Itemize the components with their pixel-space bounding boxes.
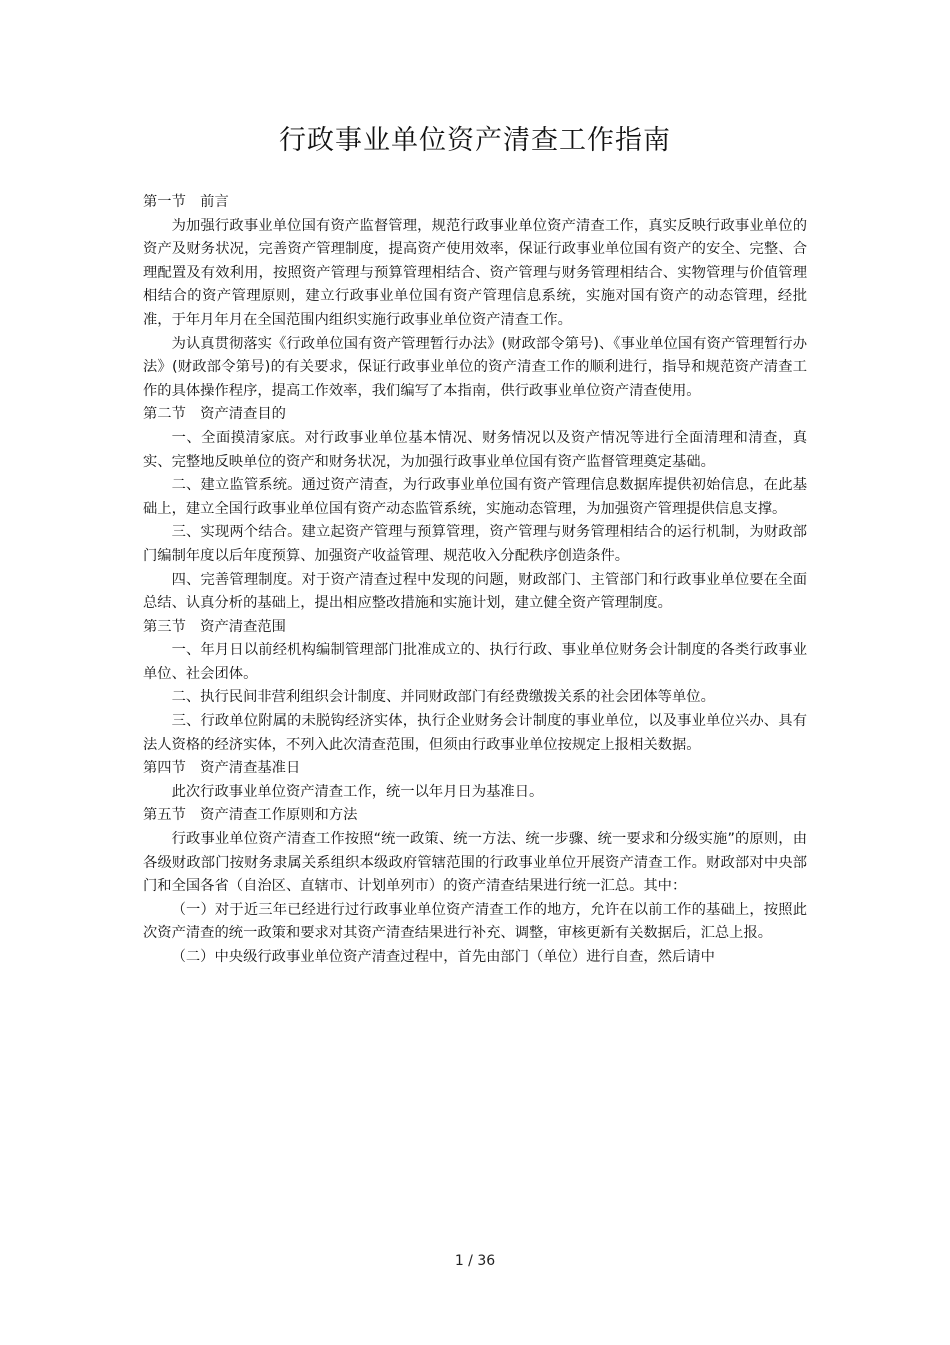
paragraph: 行政事业单位资产清查工作按照“统一政策、统一方法、统一步骤、统一要求和分级实施”的原则，由各级财政部门按财务隶属关系组织本级政府管辖范围的行政事业单位开展资产清查工作。财政部对中央部门和全国各省（自治区、直辖市、计划单列市）的资产清查结果进行统一汇总。其中： — [143, 831, 807, 895]
paragraph: 四、完善管理制度。对于资产清查过程中发现的问题，财政部门、主管部门和行政事业单位要在全面总结、认真分析的基础上，提出相应整改措施和实施计划，建立健全资产管理制度。 — [143, 571, 807, 612]
document-title: 行政事业单位资产清查工作指南 — [279, 125, 671, 156]
paragraph: 为认真贯彻落实《行政单位国有资产管理暂行办法》(财政部令第号)、《事业单位国有资产管理暂行办法》(财政部令第号)的有关要求，保证行政事业单位的资产清查工作的顺利进行，指导和规范资产清查工作的具体操作程序，提高工作效率，我们编写了本指南，供行政事业单位资产清查使用。 — [143, 335, 807, 399]
paragraph: （二）中央级行政事业单位资产清查过程中，首先由部门（单位）进行自查，然后请中 — [171, 949, 715, 965]
paragraph: 一、全面摸清家底。对行政事业单位基本情况、财务情况以及资产情况等进行全面清理和清查，真实、完整地反映单位的资产和财务状况，为加强行政事业单位国有资产监督管理奠定基础。 — [143, 429, 807, 470]
section-heading: 第一节 前言 — [143, 194, 229, 210]
paragraph: 一、年月日以前经机构编制管理部门批准成立的、执行行政、事业单位财务会计制度的各类行政事业单位、社会团体。 — [143, 642, 807, 682]
paragraph: 三、实现两个结合。建立起资产管理与预算管理，资产管理与财务管理相结合的运行机制，为财政部门编制年度以后年度预算、加强资产收益管理、规范收入分配秩序创造条件。 — [143, 524, 807, 564]
paragraph: 三、行政单位附属的未脱钩经济实体，执行企业财务会计制度的事业单位，以及事业单位兴办、具有法人资格的经济实体，不列入此次清查范围，但须由行政事业单位按规定上报相关数据。 — [143, 713, 807, 753]
document-body — [143, 191, 807, 970]
page-number: 1 / 36 — [454, 1253, 496, 1269]
section-heading: 第三节 资产清查范围 — [143, 618, 286, 635]
paragraph: 此次行政事业单位资产清查工作，统一以年月日为基准日。 — [171, 783, 544, 800]
section-heading: 第四节 资产清查基准日 — [143, 760, 301, 777]
paragraph: 二、执行民间非营利组织会计制度、并同财政部门有经费缴拨关系的社会团体等单位。 — [171, 689, 715, 706]
paragraph: （一）对于近三年已经进行过行政事业单位资产清查工作的地方，允许在以前工作的基础上，按照此次资产清查的统一政策和要求对其资产清查结果进行补充、调整，审核更新有关数据后，汇总上报。 — [143, 901, 807, 942]
section-heading: 第五节 资产清查工作原则和方法 — [143, 807, 358, 824]
paragraph: 二、建立监管系统。通过资产清查，为行政事业单位国有资产管理信息数据库提供初始信息，在此基础上，建立全国行政事业单位国有资产动态监管系统，实施动态管理，为加强资产管理提供信息支撑。 — [143, 477, 807, 517]
paragraph: 为加强行政事业单位国有资产监督管理，规范行政事业单位资产清查工作，真实反映行政事业单位的资产及财务状况，完善资产管理制度，提高资产使用效率，保证行政事业单位国有资产的安全、完整、合理配置及有效利用，按照资产管理与预算管理相结合、资产管理与财务管理相结合、实物管理与价值管理相结合的资产管理原则，建立行政事业单位国有资产管理信息系统，实施对国有资产的动态管理，经批准，于年月年月在全国范围内组织实施行政事业单位资产清查工作。 — [143, 217, 807, 328]
section-heading: 第二节 资产清查目的 — [143, 406, 286, 423]
